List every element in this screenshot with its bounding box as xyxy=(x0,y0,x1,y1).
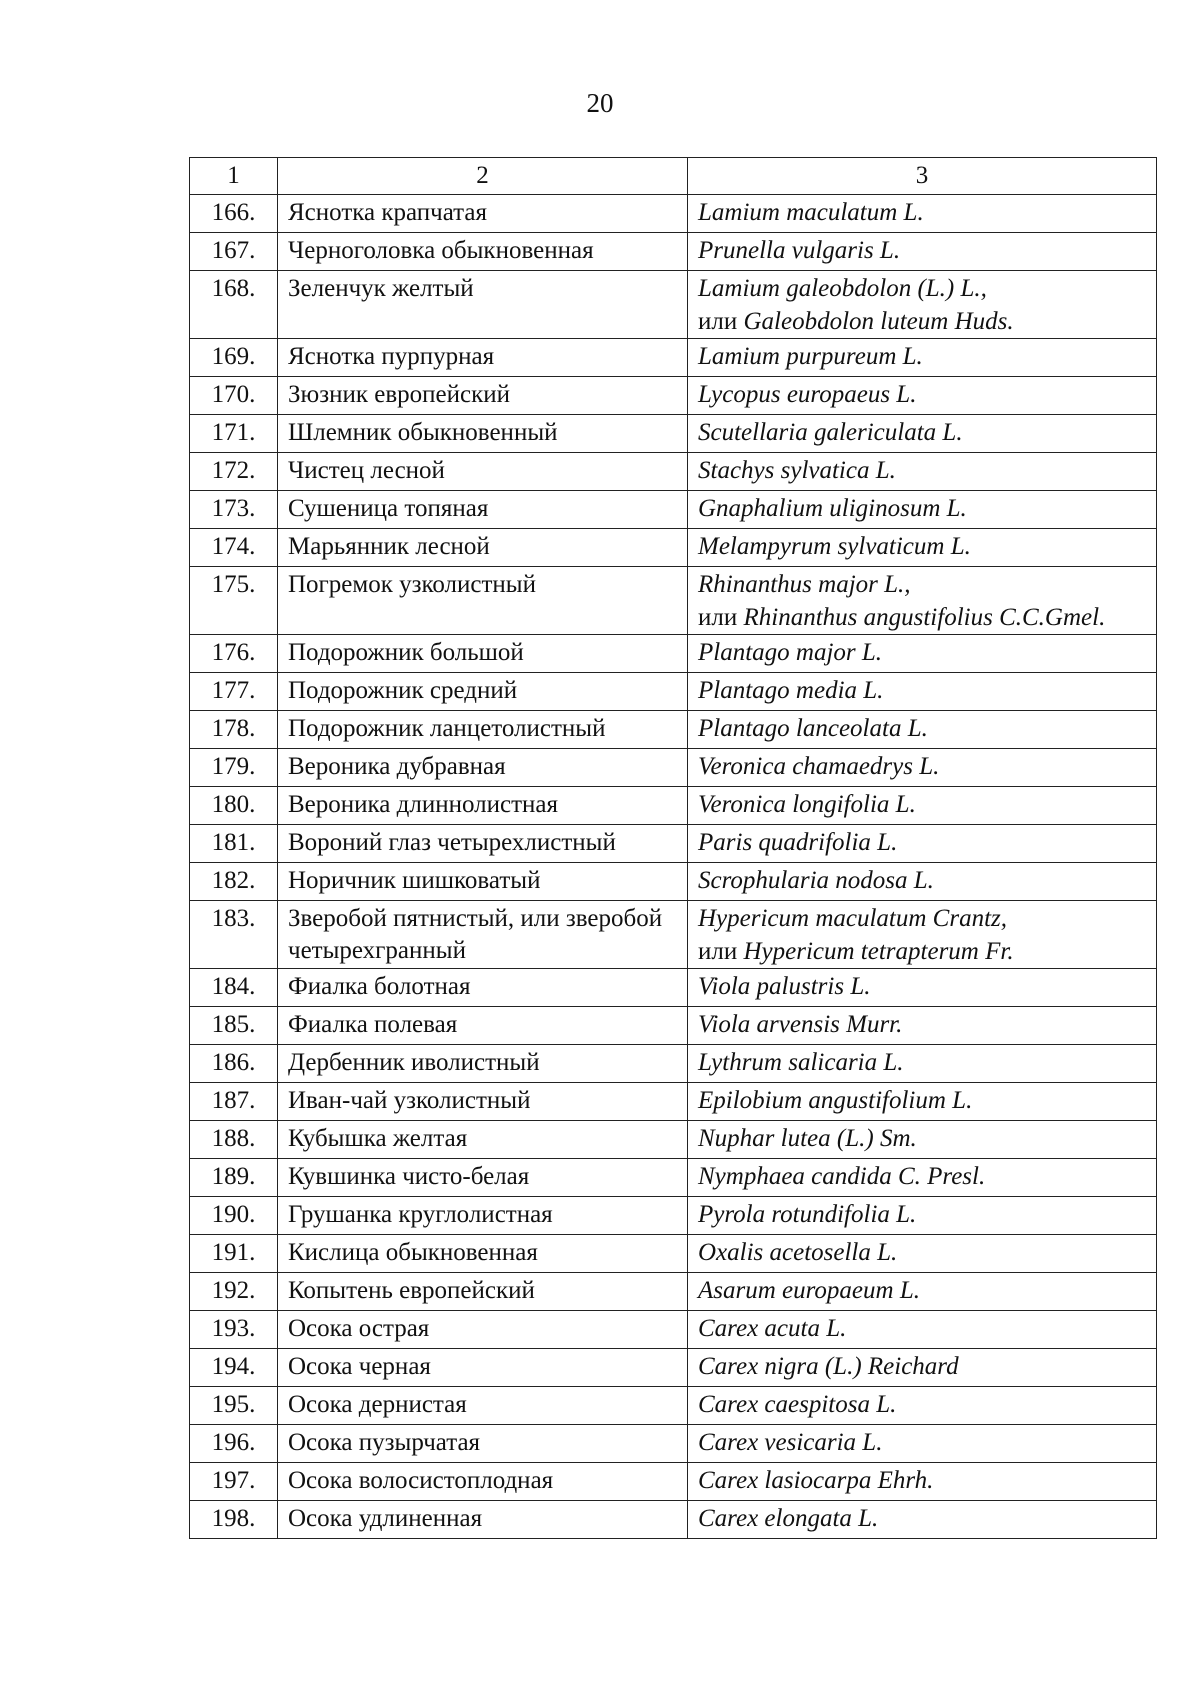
latin-name: Lamium purpureum L. xyxy=(698,343,923,370)
latin-name: Viola arvensis Murr. xyxy=(698,1011,903,1038)
table-row xyxy=(190,233,1157,271)
russian-name: Подорожник ланцетолистный xyxy=(278,711,688,749)
latin-name: Epilobium angustifolium L. xyxy=(698,1087,973,1114)
latin-name-cell xyxy=(688,415,1157,453)
russian-name: Яснотка пурпурная xyxy=(278,339,688,377)
russian-name: Сушеница топяная xyxy=(278,491,688,529)
latin-name: Nuphar lutea (L.) Sm. xyxy=(698,1125,917,1152)
row-number: 177. xyxy=(190,673,278,711)
latin-name-cell xyxy=(688,863,1157,901)
latin-name-cell xyxy=(688,1387,1157,1425)
latin-name: Prunella vulgaris L. xyxy=(698,237,901,264)
latin-name-cell xyxy=(688,1311,1157,1349)
table-row xyxy=(190,749,1157,787)
latin-name-cell xyxy=(688,453,1157,491)
russian-name: Подорожник большой xyxy=(278,635,688,673)
latin-name-cell xyxy=(688,1235,1157,1273)
latin-name: Lythrum salicaria L. xyxy=(698,1049,904,1076)
column-header-russian-name: 2 xyxy=(278,158,688,195)
latin-name: Gnaphalium uliginosum L. xyxy=(698,495,967,522)
row-number: 180. xyxy=(190,787,278,825)
table-row xyxy=(190,195,1157,233)
latin-name-cell xyxy=(688,195,1157,233)
table-row xyxy=(190,711,1157,749)
table-row xyxy=(190,1387,1157,1425)
latin-name-cell xyxy=(688,1159,1157,1197)
row-number: 179. xyxy=(190,749,278,787)
row-number: 185. xyxy=(190,1007,278,1045)
russian-name: Кувшинка чисто-белая xyxy=(278,1159,688,1197)
russian-name: Вероника дубравная xyxy=(278,749,688,787)
table-row xyxy=(190,1045,1157,1083)
latin-name: Carex elongata L. xyxy=(698,1505,879,1532)
row-number: 184. xyxy=(190,969,278,1007)
russian-name: Осока черная xyxy=(278,1349,688,1387)
russian-name: Фиалка болотная xyxy=(278,969,688,1007)
table-row xyxy=(190,635,1157,673)
russian-name: Кубышка желтая xyxy=(278,1121,688,1159)
latin-name-cell xyxy=(688,673,1157,711)
russian-name: Чистец лесной xyxy=(278,453,688,491)
synonym-prefix: или xyxy=(698,604,744,631)
table-body xyxy=(190,195,1157,1539)
row-number: 198. xyxy=(190,1501,278,1539)
russian-name: Осока волосистоплодная xyxy=(278,1463,688,1501)
latin-synonym: Rhinanthus angustifolius C.C.Gmel. xyxy=(743,604,1106,631)
row-number: 167. xyxy=(190,233,278,271)
russian-name: Фиалка полевая xyxy=(278,1007,688,1045)
table-row xyxy=(190,491,1157,529)
table-row xyxy=(190,1235,1157,1273)
row-number: 168. xyxy=(190,271,278,339)
russian-name: Дербенник иволистный xyxy=(278,1045,688,1083)
latin-name-cell xyxy=(688,749,1157,787)
russian-name: Подорожник средний xyxy=(278,673,688,711)
latin-name: Plantago major L. xyxy=(698,639,883,666)
latin-name-cell xyxy=(688,1007,1157,1045)
latin-name-cell xyxy=(688,377,1157,415)
latin-name: Stachys sylvatica L. xyxy=(698,457,896,484)
row-number: 171. xyxy=(190,415,278,453)
russian-name: Вероника длиннолистная xyxy=(278,787,688,825)
table-row xyxy=(190,271,1157,339)
russian-name: Осока острая xyxy=(278,1311,688,1349)
latin-name: Asarum europaeum L. xyxy=(698,1277,920,1304)
latin-name-cell xyxy=(688,969,1157,1007)
latin-name-cell xyxy=(688,1045,1157,1083)
russian-name: Яснотка крапчатая xyxy=(278,195,688,233)
latin-name: Scutellaria galericulata L. xyxy=(698,419,963,446)
latin-name-cell xyxy=(688,787,1157,825)
latin-name: Melampyrum sylvaticum L. xyxy=(698,533,971,560)
russian-name: Кислица обыкновенная xyxy=(278,1235,688,1273)
row-number: 172. xyxy=(190,453,278,491)
russian-name: Осока пузырчатая xyxy=(278,1425,688,1463)
page-number: 20 xyxy=(586,88,614,118)
latin-name: Lycopus europaeus L. xyxy=(698,381,917,408)
table-row xyxy=(190,1159,1157,1197)
latin-name-cell xyxy=(688,271,1157,339)
column-header-number: 1 xyxy=(190,158,278,195)
table-row xyxy=(190,1273,1157,1311)
latin-name-cell xyxy=(688,711,1157,749)
latin-name-cell xyxy=(688,1501,1157,1539)
latin-name: Carex acuta L. xyxy=(698,1315,847,1342)
latin-name: Lamium maculatum L. xyxy=(698,199,924,226)
russian-name: Погремок узколистный xyxy=(278,567,688,635)
row-number: 181. xyxy=(190,825,278,863)
row-number: 195. xyxy=(190,1387,278,1425)
russian-name: Вороний глаз четырехлистный xyxy=(278,825,688,863)
latin-name-cell xyxy=(688,1083,1157,1121)
synonym-prefix: или xyxy=(698,308,744,335)
table-row xyxy=(190,1083,1157,1121)
row-number: 188. xyxy=(190,1121,278,1159)
table-row xyxy=(190,787,1157,825)
latin-name-cell xyxy=(688,529,1157,567)
table-row xyxy=(190,1311,1157,1349)
latin-name: Carex nigra (L.) Reichard xyxy=(698,1353,959,1380)
row-number: 173. xyxy=(190,491,278,529)
row-number: 191. xyxy=(190,1235,278,1273)
latin-name: Rhinanthus major L., xyxy=(698,571,911,598)
header-row xyxy=(190,158,1157,195)
latin-name: Plantago lanceolata L. xyxy=(698,715,928,742)
latin-name: Carex lasiocarpa Ehrh. xyxy=(698,1467,934,1494)
russian-name: Иван-чай узколистный xyxy=(278,1083,688,1121)
latin-name-cell xyxy=(688,1349,1157,1387)
russian-name: Копытень европейский xyxy=(278,1273,688,1311)
row-number: 175. xyxy=(190,567,278,635)
table-row xyxy=(190,1007,1157,1045)
table-row xyxy=(190,339,1157,377)
row-number: 190. xyxy=(190,1197,278,1235)
latin-name: Paris quadrifolia L. xyxy=(698,829,898,856)
row-number: 193. xyxy=(190,1311,278,1349)
latin-name: Hypericum maculatum Crantz, xyxy=(698,905,1007,932)
row-number: 178. xyxy=(190,711,278,749)
table-row xyxy=(190,1501,1157,1539)
russian-name: Шлемник обыкновенный xyxy=(278,415,688,453)
latin-name-cell xyxy=(688,1121,1157,1159)
table-row xyxy=(190,901,1157,969)
latin-name-cell xyxy=(688,233,1157,271)
latin-name: Carex vesicaria L. xyxy=(698,1429,883,1456)
latin-name-cell xyxy=(688,901,1157,969)
row-number: 196. xyxy=(190,1425,278,1463)
table-row xyxy=(190,825,1157,863)
synonym-prefix: или xyxy=(698,938,744,965)
russian-name: Осока удлиненная xyxy=(278,1501,688,1539)
latin-name: Scrophularia nodosa L. xyxy=(698,867,934,894)
russian-name: Зюзник европейский xyxy=(278,377,688,415)
row-number: 197. xyxy=(190,1463,278,1501)
russian-name: Черноголовка обыкновенная xyxy=(278,233,688,271)
table-row xyxy=(190,1121,1157,1159)
table-row xyxy=(190,863,1157,901)
latin-name: Carex caespitosa L. xyxy=(698,1391,897,1418)
latin-name-cell xyxy=(688,1463,1157,1501)
russian-name: Зверобой пятнистый, или зверобой четырехгранный xyxy=(278,901,688,969)
latin-name: Veronica longifolia L. xyxy=(698,791,916,818)
table-row xyxy=(190,1349,1157,1387)
row-number: 182. xyxy=(190,863,278,901)
row-number: 170. xyxy=(190,377,278,415)
latin-name-cell xyxy=(688,635,1157,673)
row-number: 183. xyxy=(190,901,278,969)
table-row xyxy=(190,673,1157,711)
row-number: 176. xyxy=(190,635,278,673)
latin-name-cell xyxy=(688,567,1157,635)
russian-name: Марьянник лесной xyxy=(278,529,688,567)
row-number: 187. xyxy=(190,1083,278,1121)
russian-name: Зеленчук желтый xyxy=(278,271,688,339)
latin-name-cell xyxy=(688,339,1157,377)
table-row xyxy=(190,969,1157,1007)
row-number: 189. xyxy=(190,1159,278,1197)
table-row xyxy=(190,567,1157,635)
latin-name-cell xyxy=(688,1273,1157,1311)
row-number: 169. xyxy=(190,339,278,377)
table-row xyxy=(190,1425,1157,1463)
row-number: 186. xyxy=(190,1045,278,1083)
species-table xyxy=(189,157,1157,1539)
table-row xyxy=(190,415,1157,453)
russian-name: Норичник шишковатый xyxy=(278,863,688,901)
latin-name-cell xyxy=(688,491,1157,529)
russian-name: Осока дернистая xyxy=(278,1387,688,1425)
latin-name-cell xyxy=(688,1197,1157,1235)
row-number: 174. xyxy=(190,529,278,567)
row-number: 194. xyxy=(190,1349,278,1387)
latin-synonym: Hypericum tetrapterum Fr. xyxy=(743,938,1014,965)
latin-name: Viola palustris L. xyxy=(698,973,871,1000)
column-header-latin-name: 3 xyxy=(688,158,1157,195)
table-row xyxy=(190,529,1157,567)
table-row xyxy=(190,377,1157,415)
row-number: 166. xyxy=(190,195,278,233)
latin-name: Plantago media L. xyxy=(698,677,884,704)
latin-name: Oxalis acetosella L. xyxy=(698,1239,898,1266)
row-number: 192. xyxy=(190,1273,278,1311)
latin-name: Veronica chamaedrys L. xyxy=(698,753,940,780)
latin-name-cell xyxy=(688,825,1157,863)
latin-synonym: Galeobdolon luteum Huds. xyxy=(743,308,1014,335)
latin-name: Pyrola rotundifolia L. xyxy=(698,1201,917,1228)
latin-name: Nymphaea candida C. Presl. xyxy=(698,1163,986,1190)
table-row xyxy=(190,453,1157,491)
table-row xyxy=(190,1463,1157,1501)
table-row xyxy=(190,1197,1157,1235)
latin-name: Lamium galeobdolon (L.) L., xyxy=(698,275,987,302)
russian-name: Грушанка круглолистная xyxy=(278,1197,688,1235)
latin-name-cell xyxy=(688,1425,1157,1463)
